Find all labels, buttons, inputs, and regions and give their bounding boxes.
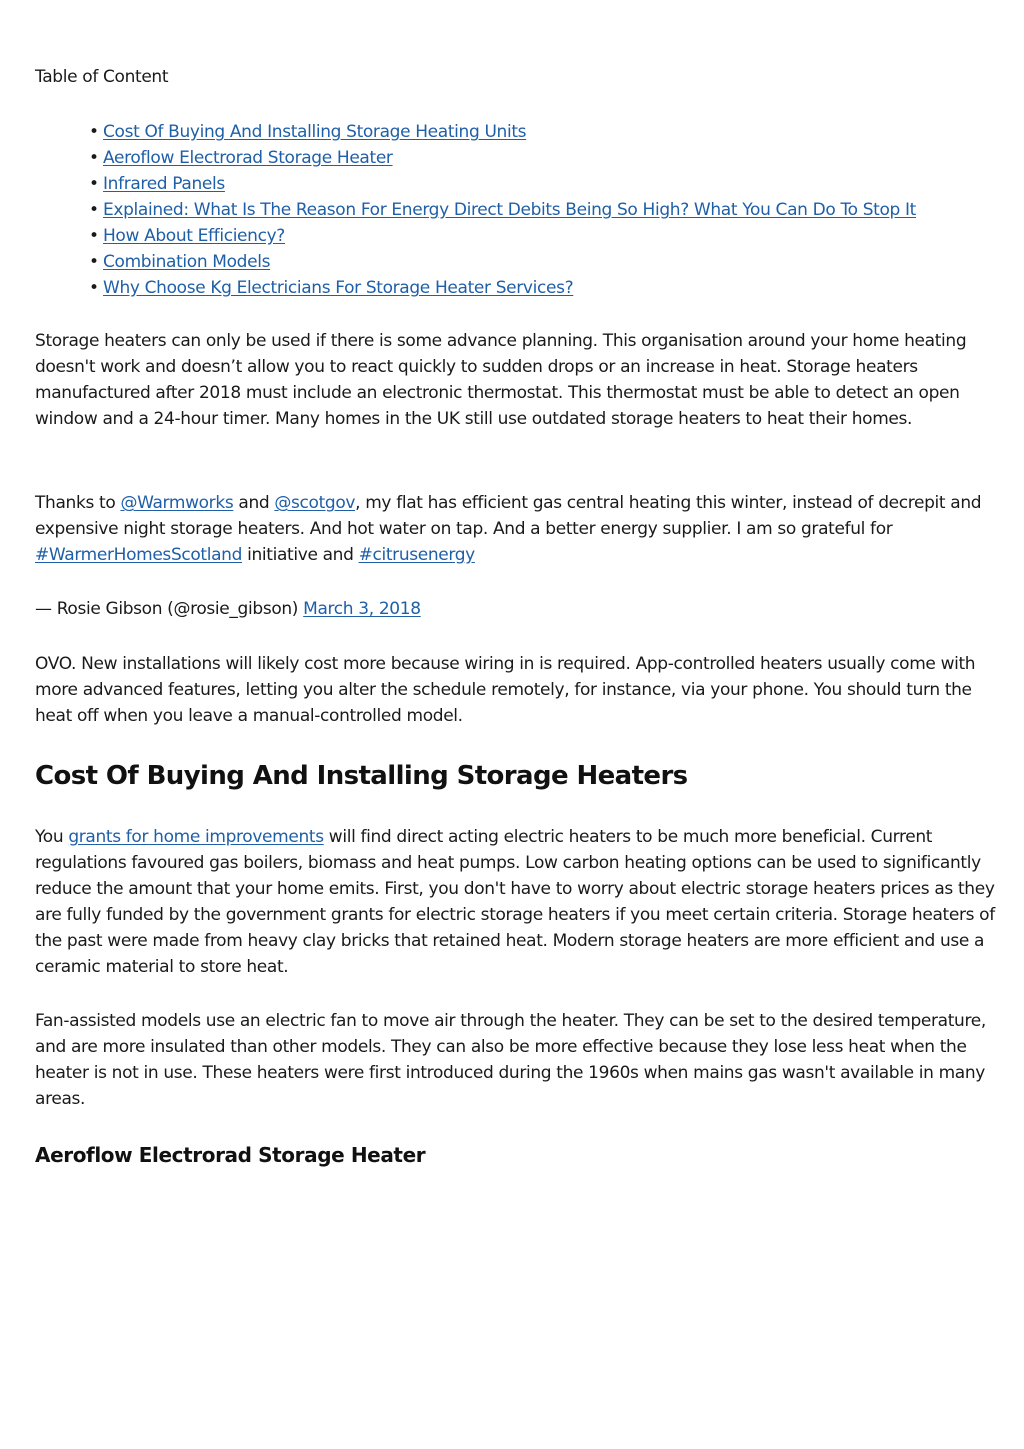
toc-item <box>89 223 916 249</box>
toc-link-combination[interactable]: Combination Models <box>103 252 271 272</box>
ovo-paragraph: OVO. New installations will likely cost more because wiring in is required. App-controlled heaters usually come with more advanced features, letting you alter the schedule remotely, for instance, via your phone. You should turn the heat off when you leave a manual-controlled model. <box>35 654 976 726</box>
toc-title: Table of Content <box>35 67 169 87</box>
toc-item <box>89 171 916 197</box>
tweet-text: initiative and <box>242 545 359 565</box>
hashtag-link-citrusenergy[interactable]: #citrusenergy <box>358 545 475 565</box>
toc-item <box>89 275 916 301</box>
tweet-text: and <box>233 493 275 513</box>
tweet-date-link[interactable]: March 3, 2018 <box>303 599 421 619</box>
paragraph-text: You <box>35 827 69 847</box>
mention-link-scotgov[interactable]: @scotgov <box>274 493 356 513</box>
toc-link-efficiency[interactable]: How About Efficiency? <box>103 226 285 246</box>
intro-paragraph: Storage heaters can only be used if there is some advance planning. This organisation around your home heating doesn't work and doesn’t allow you to react quickly to sudden drops or an increase in heat. Storage heaters manufactured after 2018 must include an electronic thermostat. This thermostat must be able to detect an open window and a 24-hour timer. Many homes in the UK still use outdated storage heaters to heat their homes. <box>35 331 967 429</box>
toc-item <box>89 145 916 171</box>
mention-link-warmworks[interactable]: @Warmworks <box>120 493 234 513</box>
toc-item <box>89 119 916 145</box>
tweet-text: Thanks to <box>35 493 121 513</box>
tweet-author: — Rosie Gibson (@rosie_gibson) <box>35 599 304 619</box>
toc-link-explained[interactable]: Explained: What Is The Reason For Energy Direct Debits Being So High? What You Can Do To Stop It <box>103 200 916 220</box>
tweet-text: , my flat has efficient gas central heating this winter, instead of decrepit and expensive night storage heaters. And hot water on tap. And a better energy supplier. I am so grateful for <box>35 493 982 539</box>
toc-link-cost[interactable]: Cost Of Buying And Installing Storage Heating Units <box>103 122 527 142</box>
toc-item <box>89 249 916 275</box>
toc-link-infrared[interactable]: Infrared Panels <box>103 174 225 194</box>
toc-item <box>89 197 916 223</box>
section-heading-cost: Cost Of Buying And Installing Storage Heaters <box>35 761 688 791</box>
toc-list <box>89 119 916 301</box>
tweet-attribution <box>35 596 995 622</box>
tweet-quote <box>35 490 995 568</box>
section-heading-aeroflow: Aeroflow Electrorad Storage Heater <box>35 1143 426 1167</box>
paragraph-text: will find direct acting electric heaters to be much more beneficial. Current regulations favoured gas boilers, biomass and heat pumps. Low carbon heating options can be used to significantly reduce the amount that your home emits. First, you don't have to worry about electric storage heaters prices as they are fully funded by the government grants for electric storage heaters if you meet certain criteria. Storage heaters of the past were made from heavy clay bricks that retained heat. Modern storage heaters are more efficient and use a ceramic material to store heat. <box>35 827 995 977</box>
cost-paragraph-2: Fan-assisted models use an electric fan to move air through the heater. They can be set to the desired temperature, and are more insulated than other models. They can also be more effective because they lose less heat when the heater is not in use. These heaters were first introduced during the 1960s when mains gas wasn't available in many areas. <box>35 1011 986 1109</box>
grants-link[interactable]: grants for home improvements <box>68 827 324 847</box>
cost-paragraph-1 <box>35 824 995 980</box>
toc-link-aeroflow[interactable]: Aeroflow Electrorad Storage Heater <box>103 148 393 168</box>
hashtag-link-warmerhomes[interactable]: #WarmerHomesScotland <box>35 545 243 565</box>
toc-link-why-choose[interactable]: Why Choose Kg Electricians For Storage Heater Services? <box>103 278 574 298</box>
